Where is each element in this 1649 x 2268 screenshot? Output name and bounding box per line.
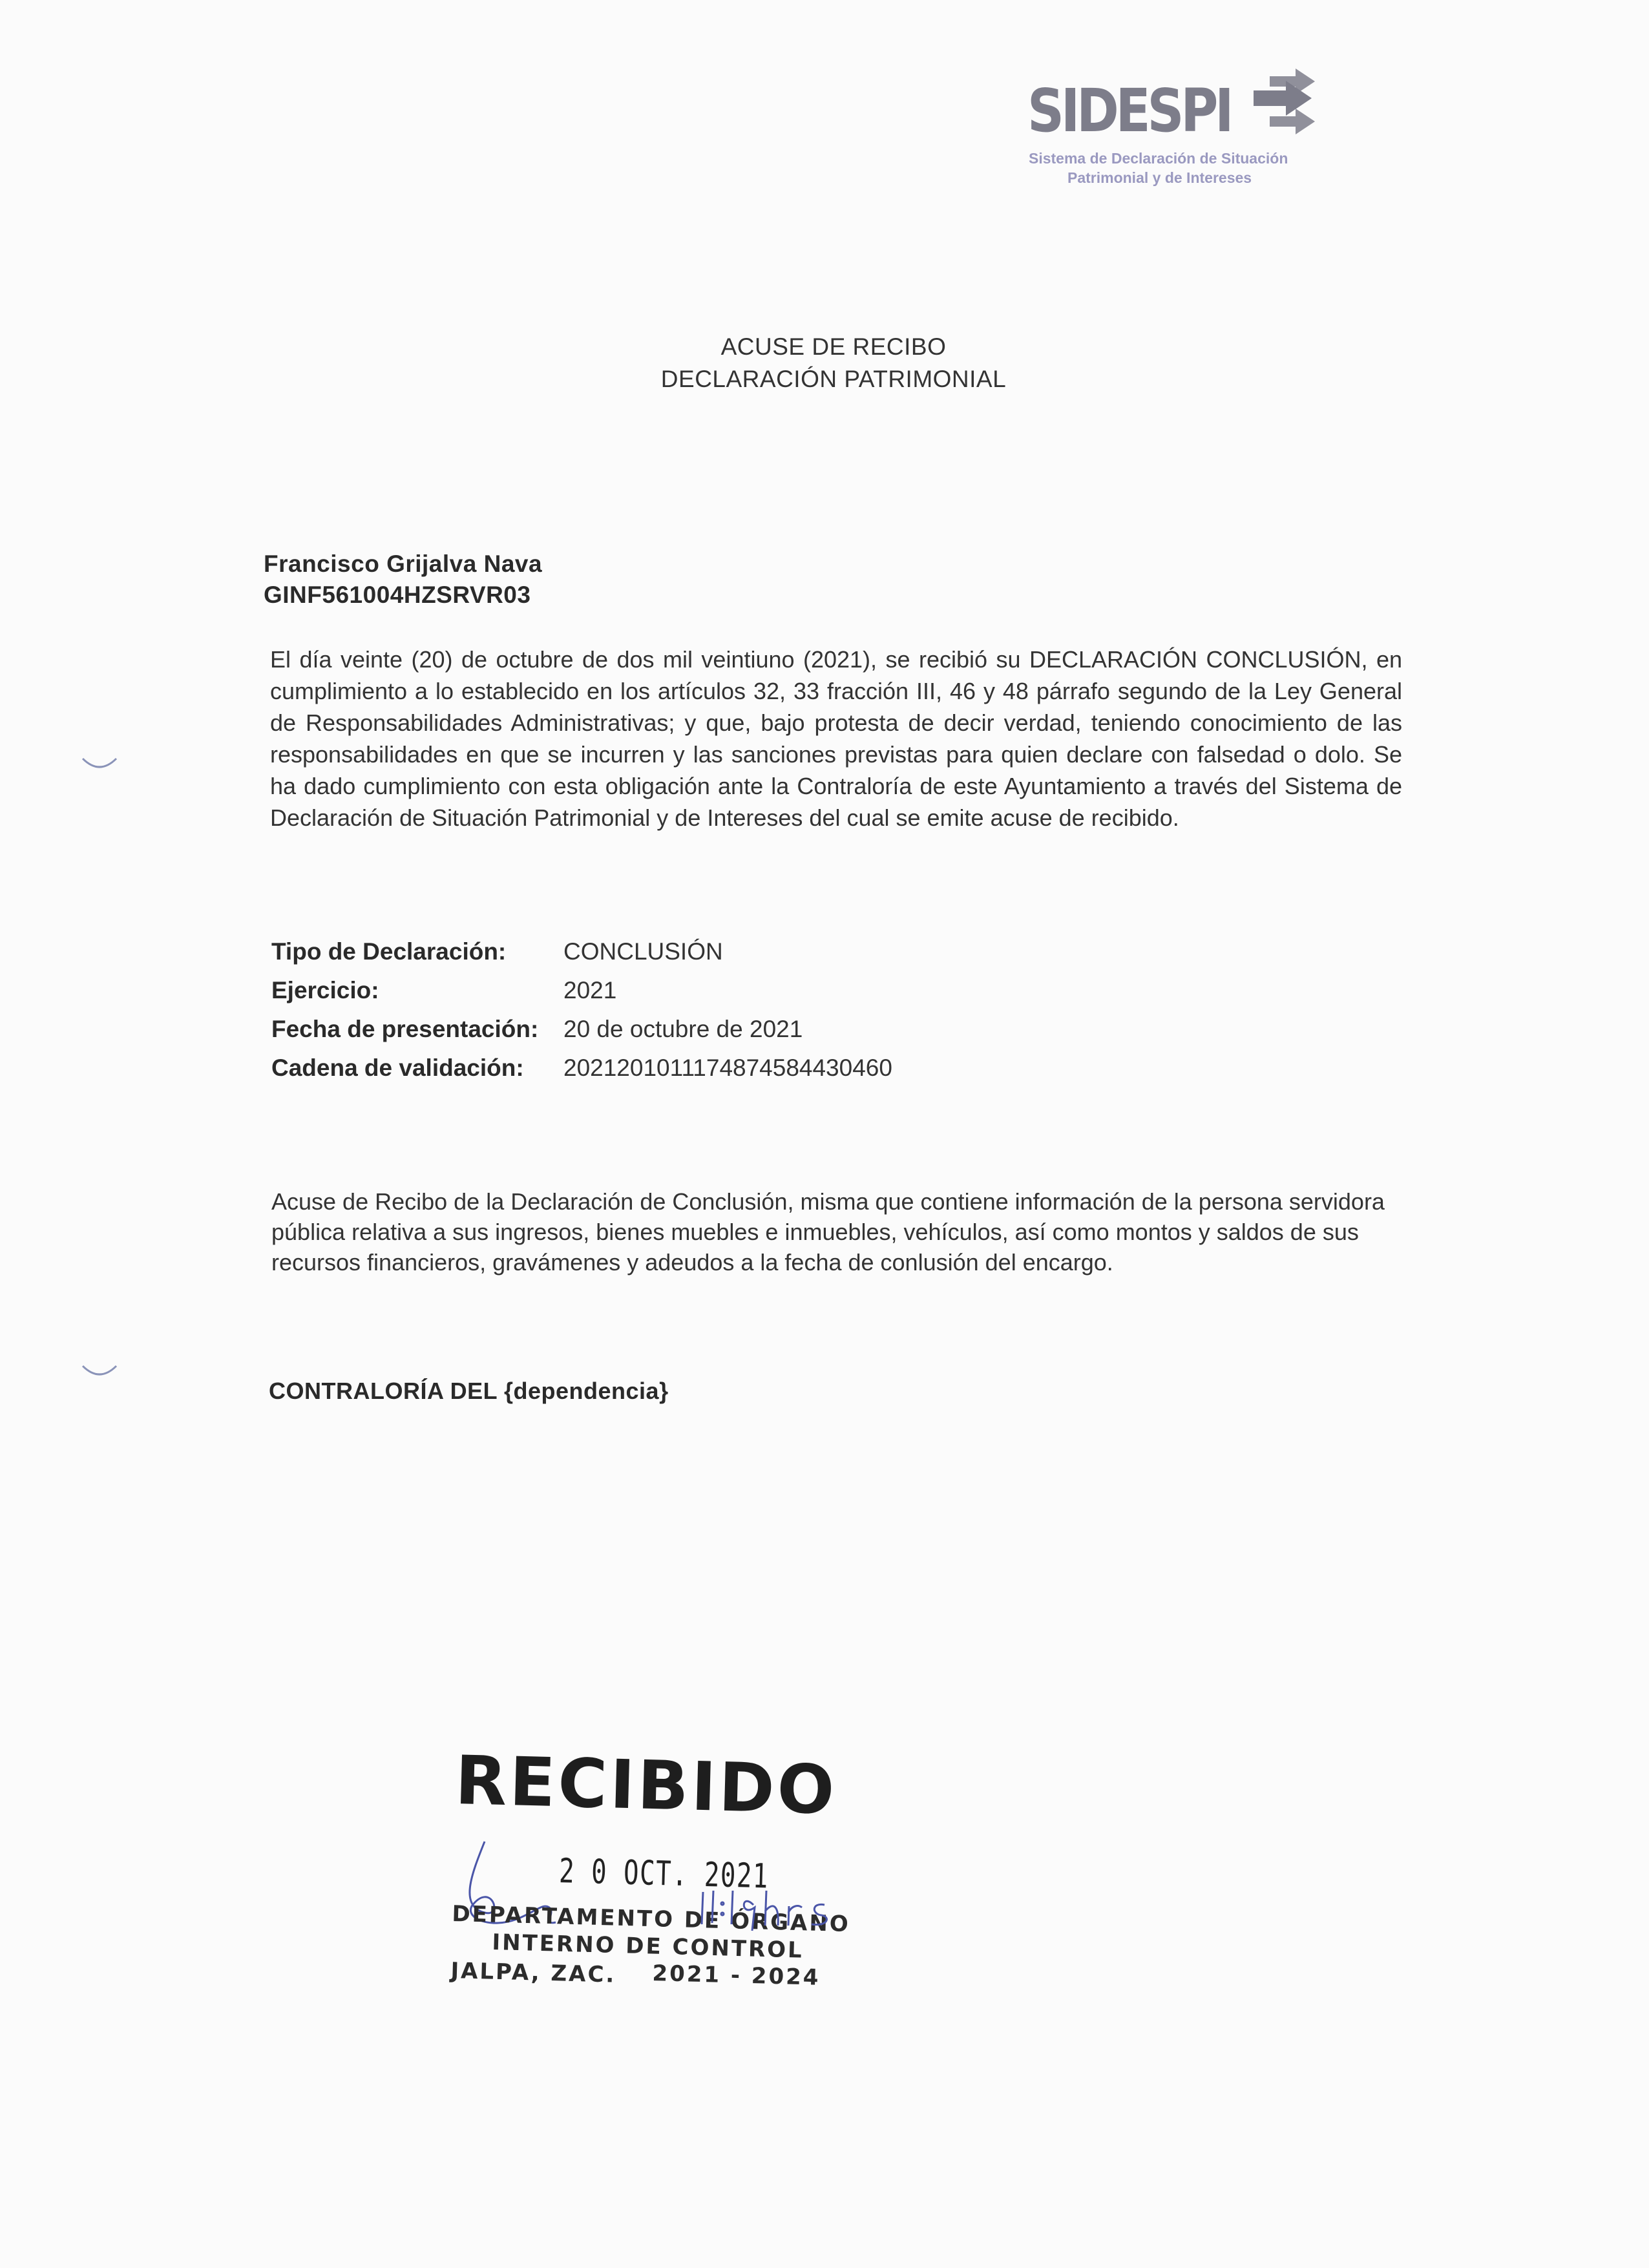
stamp-department-line2: INTERNO DE CONTROL [491,1929,804,1964]
stamp-recibido: RECIBIDO [454,1741,838,1830]
ejercicio-label: Ejercicio: [271,977,379,1003]
document-subtitle: DECLARACIÓN PATRIMONIAL [660,366,1007,392]
handwritten-time [695,1885,844,1937]
closing-paragraph: Acuse de Recibo de la Declaración de Conclusión, misma que contiene información de la persona servidora pública relativa a sus ingresos, bienes muebles e inmuebles, vehículos, así como montos y saldos de sus recursos financieros, gravámenes y adeudos a la fecha de conlusión del encargo. [271,1188,1385,1276]
punch-hole-mark [80,756,119,775]
logo-arrows-icon [1241,65,1338,149]
ejercicio-value: 2021 [563,977,617,1003]
recipient-name: Francisco Grijalva Nava [264,551,543,577]
logo-subtitle-line1: Sistema de Declaración de Situación [1029,150,1288,167]
tipo-declaracion-value: CONCLUSIÓN [563,938,723,965]
cadena-validacion-label: Cadena de validación: [271,1055,524,1081]
fecha-presentacion-value: 20 de octubre de 2021 [563,1016,803,1042]
document-title: ACUSE DE RECIBO [720,333,947,360]
fecha-presentacion-label: Fecha de presentación: [271,1016,539,1042]
stamp-period: 2021 - 2024 [651,1960,821,1991]
stamp-location: JALPA, ZAC. [450,1958,616,1988]
logo-wordmark: SIDESPI [1027,76,1231,145]
stamp-date: 2 0 OCT. 2021 [558,1852,770,1896]
body-paragraph: El día veinte (20) de octubre de dos mil veintiuno (2021), se recibió su DECLARACIÓN CONCLUSIÓN, en cumplimiento a lo establecido en los artículos 32, 33 fracción III, 46 y 48 párrafo segundo de la Ley General de Responsabilidades Administrativas; y que, bajo protesta de decir verdad, teniendo conocimiento de las responsabilidades en que se incurren y las sanciones previstas para quien declare con falsedad o dolo. Se ha dado cumplimiento con esta obligación ante la Contraloría de este Ayuntamiento a través del Sistema de Declaración de Situación Patrimonial y de Intereses del cual se emite acuse de recibido. [270,646,1402,831]
contraloria-signature-line: CONTRALORÍA DEL {dependencia} [269,1378,669,1404]
sidespi-logo [1027,65,1338,194]
punch-hole-mark [80,1363,119,1383]
recipient-rfc: GINF561004HZSRVR03 [264,582,531,608]
stamp-department-line1: DEPARTAMENTO DE ÓRGANO [451,1901,851,1938]
logo-subtitle-line2: Patrimonial y de Intereses [1067,169,1252,186]
tipo-declaracion-label: Tipo de Declaración: [271,938,507,965]
cadena-validacion-value: 20212010111748745844304​60 [563,1055,892,1081]
